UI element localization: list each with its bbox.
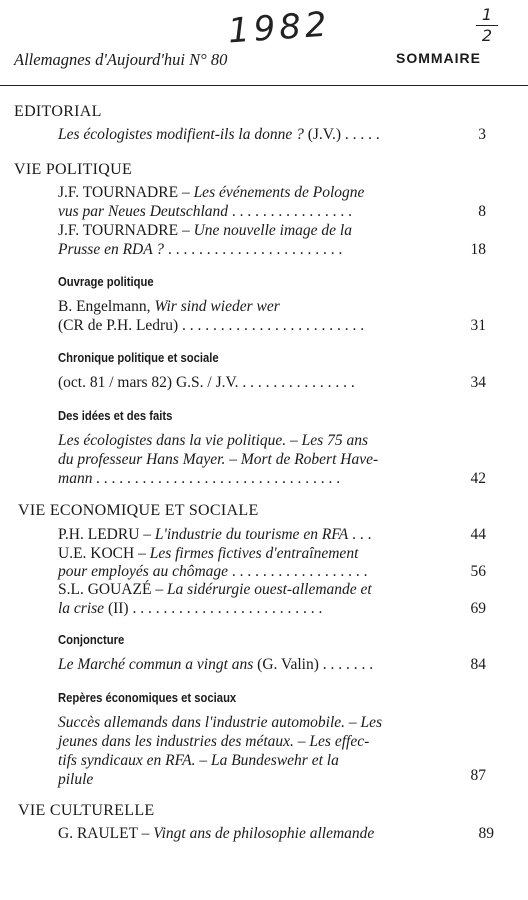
entry-title: Les événements de Pologne bbox=[193, 184, 365, 201]
journal-title: Allemagnes d'Aujourd'hui N° 80 bbox=[14, 50, 228, 69]
toc-entry-reperes-line3: tifs syndicaux en RFA. – La Bundeswehr et la bbox=[58, 752, 339, 769]
handwritten-fraction-top: 1 bbox=[481, 5, 493, 24]
subheading-ouvrage: Ouvrage politique bbox=[58, 275, 154, 289]
entry-author: J.F. TOURNADRE bbox=[58, 184, 179, 201]
entry-dots: . . . . . . . . . . . . . . . . . . . . . . . bbox=[164, 241, 343, 258]
entry-author: B. Engelmann, bbox=[58, 298, 155, 315]
toc-entry-siderurgie-cont bbox=[58, 600, 322, 618]
toc-entry-engelmann bbox=[58, 298, 280, 316]
entry-rest: (II) . . . . . . . . . . . . . . . . . . . . . . . . . bbox=[104, 600, 323, 617]
page-title: SOMMAIRE bbox=[396, 50, 481, 66]
page-number: 89 bbox=[478, 825, 494, 842]
handwritten-year: 1982 bbox=[226, 4, 332, 52]
entry-author: G. RAULET bbox=[58, 825, 138, 842]
entry-dash: – bbox=[134, 545, 150, 562]
toc-entry-prusse-cont bbox=[58, 241, 342, 259]
entry-dash: – bbox=[139, 526, 155, 543]
page-number: 3 bbox=[478, 126, 486, 143]
toc-entry-firmes-cont bbox=[58, 563, 368, 581]
entry-title: Vingt ans de philosophie allemande bbox=[153, 825, 375, 842]
handwritten-fraction-bottom: 2 bbox=[481, 26, 493, 45]
section-heading-vie-culturelle: VIE CULTURELLE bbox=[18, 802, 155, 819]
page-number: 56 bbox=[470, 563, 486, 580]
toc-entry-engelmann-cont: (CR de P.H. Ledru) . . . . . . . . . . . . . . . . . . . . . . . . bbox=[58, 317, 365, 334]
toc-entry-marche-commun bbox=[58, 656, 373, 674]
toc-entry-chronique: (oct. 81 / mars 82) G.S. / J.V. . . . . . . . . . . . . . . . bbox=[58, 374, 355, 391]
entry-title: L'industrie du tourisme en RFA bbox=[154, 526, 349, 543]
page-number: 84 bbox=[470, 656, 486, 673]
toc-entry-reperes-line1: Succès allemands dans l'industrie automobile. – Les bbox=[58, 714, 383, 731]
toc-entry-idees-line2: du professeur Hans Mayer. – Mort de Robert Have- bbox=[58, 451, 379, 468]
section-heading-vie-politique: VIE POLITIQUE bbox=[14, 161, 133, 178]
entry-author: U.E. KOCH bbox=[58, 545, 135, 562]
page-number: 31 bbox=[470, 317, 486, 334]
entry-author: P.H. LEDRU bbox=[58, 526, 140, 543]
page-number: 8 bbox=[478, 203, 486, 220]
section-heading-vie-economique: VIE ECONOMIQUE ET SOCIALE bbox=[18, 502, 259, 519]
handwritten-fraction bbox=[476, 6, 498, 45]
page-number: 44 bbox=[470, 526, 486, 543]
entry-rest: (J.V.) . . . . . bbox=[303, 126, 380, 143]
toc-entry-idees-line1: Les écologistes dans la vie politique. – Les 75 ans bbox=[58, 432, 368, 449]
toc-entry-idees-line3: mann . . . . . . . . . . . . . . . . . . . . . . . . . . . . . . . . bbox=[58, 470, 341, 487]
toc-entry-pologne-cont bbox=[58, 203, 352, 221]
toc-entry-editorial bbox=[58, 126, 380, 144]
header-rule bbox=[0, 85, 528, 86]
entry-title-cont: pour employés au chômage bbox=[58, 563, 229, 580]
entry-rest: (G. Valin) . . . . . . . bbox=[253, 656, 374, 673]
toc-entry-pologne bbox=[58, 184, 364, 202]
toc-entry-prusse bbox=[58, 222, 352, 240]
subheading-conjoncture: Conjoncture bbox=[58, 633, 125, 647]
page-number: 34 bbox=[470, 374, 486, 391]
toc-entry-tourisme bbox=[58, 526, 371, 544]
entry-title: Une nouvelle image de la bbox=[193, 222, 352, 239]
page-number: 18 bbox=[470, 241, 486, 258]
entry-dots: . . . . . . . . . . . . . . . . bbox=[228, 203, 353, 220]
page-number: 87 bbox=[470, 767, 486, 784]
subheading-chronique: Chronique politique et sociale bbox=[58, 351, 219, 365]
entry-dots: . . . . . . . . . . . . . . . . . . bbox=[228, 563, 368, 580]
entry-title: Wir sind wieder wer bbox=[154, 298, 280, 315]
entry-title: Les écologistes modifient-ils la donne ? bbox=[58, 126, 304, 143]
toc-entry-philosophie bbox=[58, 825, 374, 843]
entry-dash: – bbox=[178, 184, 194, 201]
entry-dots: . . . bbox=[348, 526, 372, 543]
entry-author: J.F. TOURNADRE bbox=[58, 222, 179, 239]
entry-dash: – bbox=[151, 581, 167, 598]
page-number: 69 bbox=[470, 600, 486, 617]
page-number: 42 bbox=[470, 470, 486, 487]
entry-dash: – bbox=[137, 825, 154, 842]
toc-entry-reperes-line2: jeunes dans les industries des métaux. – Les effec- bbox=[58, 733, 370, 750]
section-heading-editorial: EDITORIAL bbox=[14, 103, 102, 120]
entry-title-cont: la crise bbox=[58, 600, 105, 617]
entry-title: Les firmes fictives d'entraînement bbox=[149, 545, 359, 562]
subheading-reperes: Repères économiques et sociaux bbox=[58, 691, 237, 705]
entry-dash: – bbox=[178, 222, 194, 239]
entry-title: La sidérurgie ouest-allemande et bbox=[166, 581, 372, 598]
entry-title-cont: Prusse en RDA ? bbox=[58, 241, 165, 258]
entry-author: S.L. GOUAZÉ bbox=[58, 581, 152, 598]
toc-entry-siderurgie bbox=[58, 581, 372, 599]
entry-title: Le Marché commun a vingt ans bbox=[58, 656, 254, 673]
subheading-idees: Des idées et des faits bbox=[58, 409, 173, 423]
toc-entry-firmes bbox=[58, 545, 358, 563]
entry-title-cont: vus par Neues Deutschland bbox=[58, 203, 229, 220]
toc-entry-reperes-line4: pilule bbox=[58, 771, 94, 788]
